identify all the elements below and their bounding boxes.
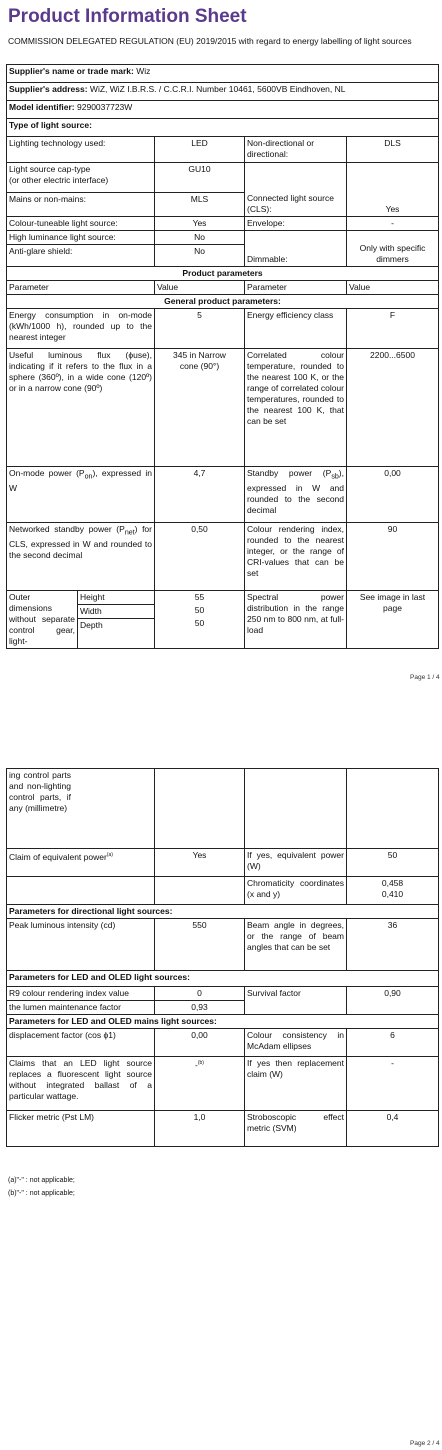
chromaticity-value: 0,458 0,410 [347, 877, 439, 905]
product-parameters-header: Product parameters [7, 267, 439, 281]
height-value: 55 [194, 592, 205, 602]
page-number-2: Page 2 / 4 [410, 1440, 440, 1447]
directional-value: DLS [347, 137, 439, 163]
outer-dimensions-continued-text: ing control parts and non-lighting control parts, if any (millimetre) [9, 770, 71, 813]
flux-label: Useful luminous flux (ϕuse), indicating if it refers to the flux in a sphere (360º), in a wide cone (120º) or in a narrow cone (90º) [7, 349, 155, 467]
led-mains-header: Parameters for LED and OLED mains light sources: [7, 1015, 439, 1029]
equiv-power-label: Claim of equivalent power$^{(a)}$ [7, 849, 155, 877]
width-label: Width [78, 605, 154, 619]
envelope-value: - [347, 217, 439, 231]
general-parameters-header: General product parameters: [7, 295, 439, 309]
led-header: Parameters for LED and OLED light sources: [7, 971, 439, 987]
dimmable-value: Only with specific dimmers [347, 231, 439, 267]
regulation-subtitle: COMMISSION DELEGATED REGULATION (EU) 2019/2015 with regard to energy labelling of light sources [8, 36, 412, 46]
outer-dimensions-label: Outer dimensions without separate control gear, light- [7, 591, 78, 648]
lumen-maintenance-value: 0,93 [155, 1001, 245, 1015]
survival-label: Survival factor [245, 987, 347, 1015]
page-number-1: Page 1 / 4 [410, 674, 440, 681]
svm-value: 0,4 [347, 1111, 439, 1147]
cap-value: GU10 [155, 163, 245, 193]
width-value: 50 [194, 605, 205, 615]
empty-cell [7, 877, 155, 905]
empty-cell [155, 877, 245, 905]
page-title: Product Information Sheet [8, 6, 247, 27]
col-parameter-1: Parameter [7, 281, 155, 295]
cls-label: Connected light source (CLS): [245, 163, 347, 217]
energy-value: 5 [155, 309, 245, 349]
cri-value: 90 [347, 523, 439, 591]
peak-intensity-value: 550 [155, 919, 245, 971]
mcadam-label: Colour consistency in McAdam ellipses [245, 1029, 347, 1057]
tuneable-value: Yes [155, 217, 245, 231]
pon-label: On-mode power $(P_{on})$, expressed in W [7, 467, 155, 523]
dimmable-label: Dimmable: [245, 231, 347, 267]
spd-value: See image in last page [347, 591, 439, 649]
beam-angle-label: Beam angle in degrees, or the range of beam angles that can be set [245, 919, 347, 971]
envelope-label: Envelope: [245, 217, 347, 231]
high-luminance-value: No [155, 231, 245, 245]
product-info-table-page1 [6, 64, 439, 649]
depth-value: 50 [194, 618, 205, 628]
efficiency-value: F [347, 309, 439, 349]
psb-value: 0,00 [347, 467, 439, 523]
anti-glare-label: Anti-glare shield: [7, 245, 155, 267]
displacement-label: displacement factor (cos ϕ1) [7, 1029, 155, 1057]
energy-label: Energy consumption in on-mode (kWh/1000 h), rounded up to the nearest integer [7, 309, 155, 349]
product-info-table-page2 [6, 768, 439, 1147]
empty-cell [347, 769, 439, 849]
anti-glare-value: No [155, 245, 245, 267]
r9-label: R9 colour rendering index value [7, 987, 155, 1001]
fluorescent-claim-label: Claims that an LED light source replaces a fluorescent light source without integrated ballast of a particular wattage. [7, 1057, 155, 1111]
cct-value: 2200...6500 [347, 349, 439, 467]
supplier-name-row: Supplier's name or trade mark: Wiz [7, 65, 439, 83]
footnote-b: (b)"-" : not applicable; [8, 1190, 75, 1197]
height-label: Height [78, 591, 154, 605]
cri-label: Colour rendering index, rounded to the nearest integer, or the range of CRI-values that can be set [245, 523, 347, 591]
flicker-value: 1,0 [155, 1111, 245, 1147]
survival-value: 0,90 [347, 987, 439, 1015]
empty-cell [155, 769, 245, 849]
equiv-power-value: Yes [155, 849, 245, 877]
displacement-value: 0,00 [155, 1029, 245, 1057]
outer-dimensions-continued [7, 769, 155, 849]
type-of-light-source: Type of light source: [7, 119, 439, 137]
directional-label: Non-directional or directional: [245, 137, 347, 163]
chromaticity-label: Chromaticity coordinates (x and y) [245, 877, 347, 905]
dimensions-values [155, 591, 245, 649]
pnet-label: Networked standby power $(P_{net})$ for CLS, expressed in W and rounded to the second decimal [7, 523, 155, 591]
depth-label: Depth [80, 620, 103, 630]
r9-value: 0 [155, 987, 245, 1001]
spd-label: Spectral power distribution in the range 250 nm to 800 nm, at full-load [245, 591, 347, 649]
mains-label: Mains or non-mains: [7, 193, 155, 217]
replacement-claim-label: If yes then replacement claim (W) [245, 1057, 347, 1111]
equiv-watt-value: 50 [347, 849, 439, 877]
pnet-value: 0,50 [155, 523, 245, 591]
flicker-label: Flicker metric (Pst LM) [7, 1111, 155, 1147]
empty-cell [245, 769, 347, 849]
mcadam-value: 6 [347, 1029, 439, 1057]
fluorescent-claim-value: -$^{(b)}$ [155, 1057, 245, 1111]
flux-value: 345 in Narrow cone (90°) [155, 349, 245, 467]
high-luminance-label: High luminance light source: [7, 231, 155, 245]
tech-value: LED [155, 137, 245, 163]
psb-label: Standby power $(P_{sb})$, expressed in W and rounded to the second decimal [245, 467, 347, 523]
model-row: Model identifier: 9290037723W [7, 101, 439, 119]
svm-label: Stroboscopic effect metric (SVM) [245, 1111, 347, 1147]
mains-value: MLS [155, 193, 245, 217]
tech-label: Lighting technology used: [7, 137, 155, 163]
equiv-watt-label: If yes, equivalent power (W) [245, 849, 347, 877]
cap-label: Light source cap-type (or other electric interface) [7, 163, 155, 193]
footnote-a: (a)"-" : not applicable; [8, 1177, 75, 1184]
col-value-1: Value [155, 281, 245, 295]
replacement-claim-value: - [347, 1057, 439, 1111]
beam-angle-value: 36 [347, 919, 439, 971]
peak-intensity-label: Peak luminous intensity (cd) [7, 919, 155, 971]
cls-value: Yes [347, 163, 439, 217]
pon-value: 4,7 [155, 467, 245, 523]
tuneable-label: Colour-tuneable light source: [7, 217, 155, 231]
cct-label: Correlated colour temperature, rounded to the nearest 100 K, or the range of correlated colour temperatures, rounded to the nearest 100 K, that can be set [245, 349, 347, 467]
outer-dimensions-cell [7, 591, 155, 649]
lumen-maintenance-label: the lumen maintenance factor [7, 1001, 155, 1015]
col-value-2: Value [347, 281, 439, 295]
supplier-address-row: Supplier's address: WiZ, WiZ I.B.R.S. / C.C.R.I. Number 10461, 5600VB Eindhoven, NL [7, 83, 439, 101]
efficiency-label: Energy efficiency class [245, 309, 347, 349]
directional-header: Parameters for directional light sources: [7, 905, 439, 919]
col-parameter-2: Parameter [245, 281, 347, 295]
